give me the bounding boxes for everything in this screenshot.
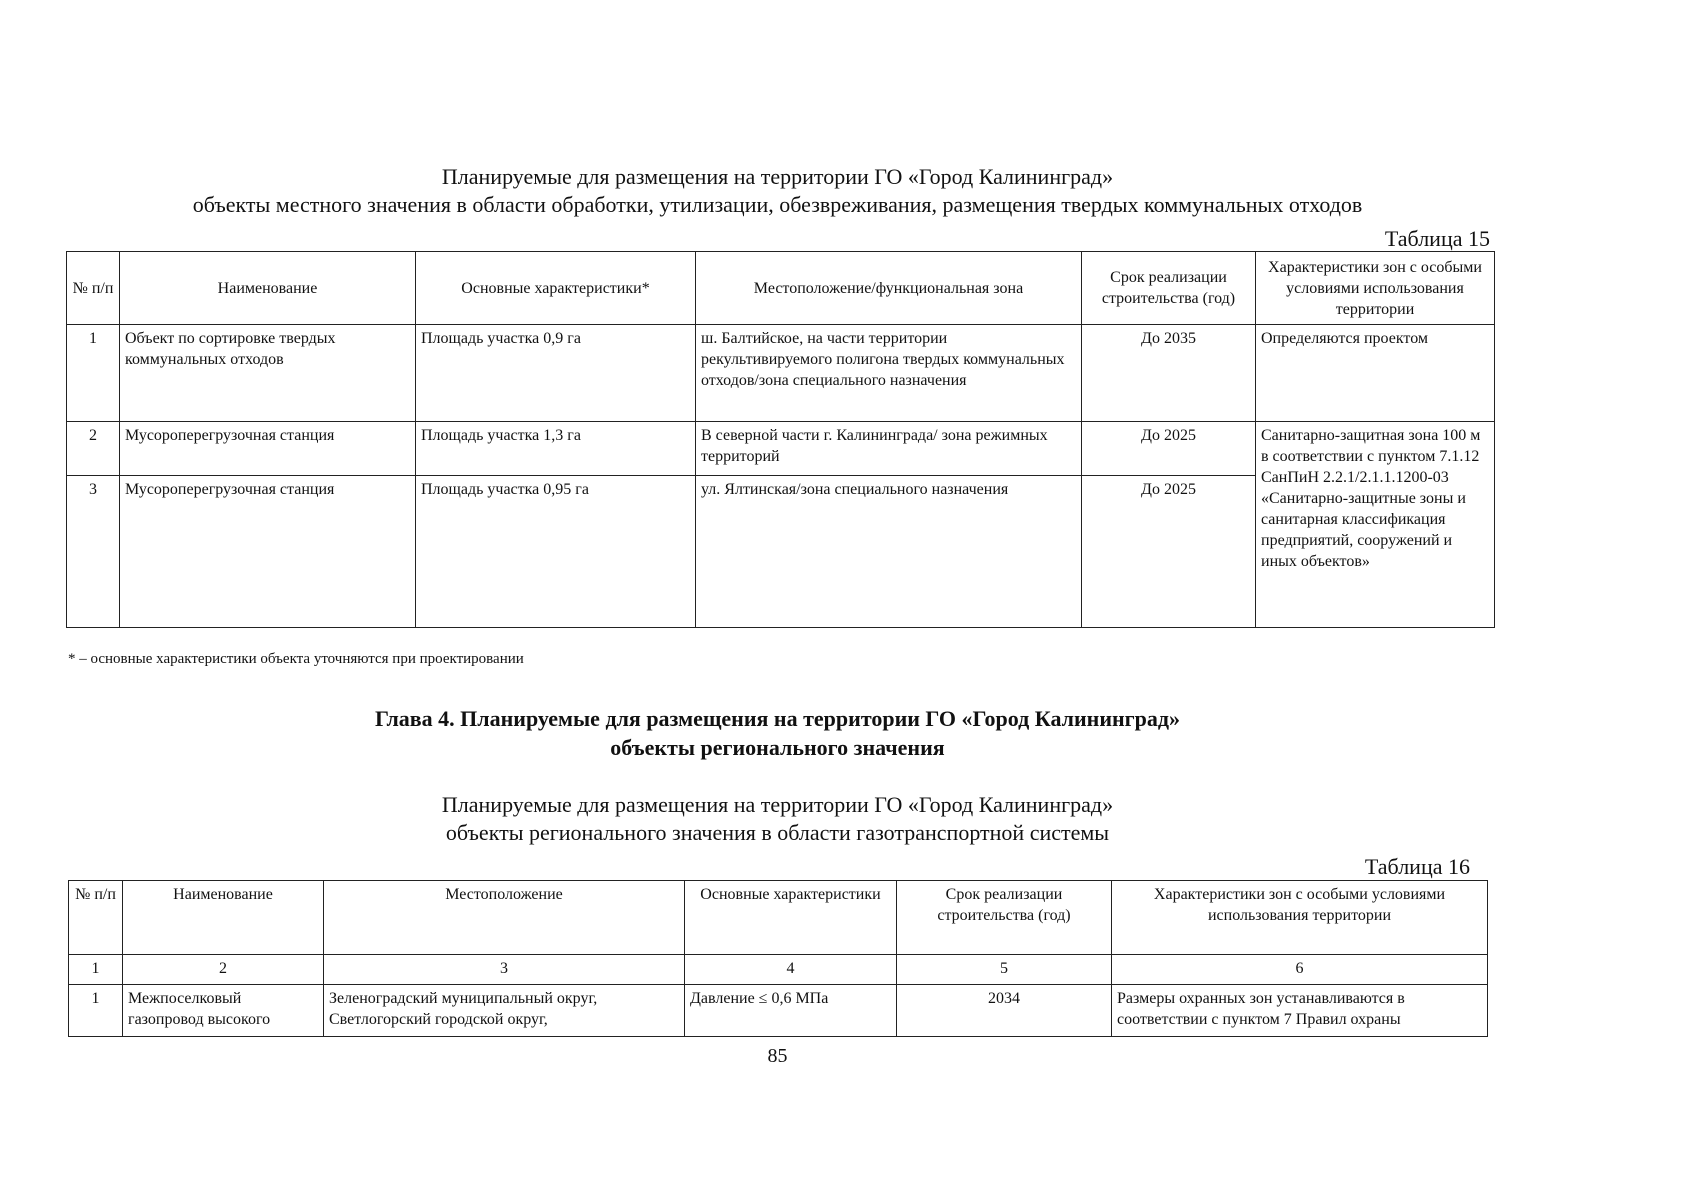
table15-cell-num: 1 — [67, 325, 120, 422]
table-row — [67, 422, 1495, 476]
table16-title-line2: объекты регионального значения в области газотранспортной системы — [445, 820, 1110, 845]
table15-cell-location: ш. Балтийское, на части территории рекультивируемого полигона твердых коммунальных отходов/зона специального назначения — [696, 325, 1082, 422]
table16-header-characteristics: Основные характеристики — [685, 881, 897, 955]
table15-cell-zones: Определяются проектом — [1256, 325, 1495, 422]
table16-colnum: 1 — [69, 955, 123, 985]
table15-cell-term: До 2025 — [1082, 422, 1256, 476]
table15-header-zones: Характеристики зон с особыми условиями использования территории — [1256, 252, 1495, 325]
table16-header-name: Наименование — [123, 881, 324, 955]
table15-heading — [60, 163, 1495, 219]
chapter-heading — [60, 704, 1495, 762]
table16-colnum: 4 — [685, 955, 897, 985]
table16-cell-zones: Размеры охранных зон устанавливаются в соответствии с пунктом 7 Правил охраны — [1112, 985, 1488, 1037]
table16-label: Таблица 16 — [1364, 854, 1470, 879]
table16-heading — [60, 791, 1495, 847]
table15-cell-name: Мусороперегрузочная станция — [120, 476, 416, 628]
table15-header-num: № п/п — [67, 252, 120, 325]
table15-title-line2: объекты местного значения в области обработки, утилизации, обезвреживания, размещения твердых коммунальных отходов — [192, 192, 1363, 217]
table15-header-term: Срок реализации строительства (год) — [1082, 252, 1256, 325]
table16-title-line1: Планируемые для размещения на территории ГО «Город Калининград» — [441, 792, 1114, 817]
table15-cell-characteristics: Площадь участка 0,95 га — [416, 476, 696, 628]
table16-header-term: Срок реализации строительства (год) — [897, 881, 1112, 955]
table15-header-row — [67, 252, 1495, 325]
table15-cell-location: ул. Ялтинская/зона специального назначения — [696, 476, 1082, 628]
table16-header-row — [69, 881, 1488, 955]
table15-cell-term: До 2025 — [1082, 476, 1256, 628]
table15-cell-num: 3 — [67, 476, 120, 628]
table16-header-location: Местоположение — [324, 881, 685, 955]
table16-header-num: № п/п — [69, 881, 123, 955]
table16-cell-characteristics: Давление ≤ 0,6 МПа — [685, 985, 897, 1037]
table-row — [69, 985, 1488, 1037]
table16-column-numbers-row — [69, 955, 1488, 985]
table15-label: Таблица 15 — [1384, 226, 1490, 251]
table16-cell-location: Зеленоградский муниципальный округ, Светлогорский городской округ, — [324, 985, 685, 1037]
table15-footnote: * – основные характеристики объекта уточняются при проектировании — [68, 651, 524, 667]
table15-cell-location: В северной части г. Калининграда/ зона режимных территорий — [696, 422, 1082, 476]
table16-cell-num: 1 — [69, 985, 123, 1037]
table15-cell-characteristics: Площадь участка 1,3 га — [416, 422, 696, 476]
table15-cell-name: Объект по сортировке твердых коммунальных отходов — [120, 325, 416, 422]
table16-header-zones: Характеристики зон с особыми условиями использования территории — [1112, 881, 1488, 955]
table15-cell-term: До 2035 — [1082, 325, 1256, 422]
table15-cell-zones-merged: Санитарно-защитная зона 100 м в соответствии с пунктом 7.1.12 СанПиН 2.2.1/2.1.1.1200-03 «Санитарно-защитные зоны и санитарная классификация предприятий, сооружений и иных объектов» — [1256, 422, 1495, 628]
page-number: 85 — [767, 1045, 788, 1067]
table-15 — [66, 251, 1495, 628]
table15-header-location: Местоположение/функциональная зона — [696, 252, 1082, 325]
table-row — [67, 325, 1495, 422]
chapter-title-line1: Глава 4. Планируемые для размещения на территории ГО «Город Калининград» — [374, 706, 1181, 731]
table15-cell-num: 2 — [67, 422, 120, 476]
table15-header-name: Наименование — [120, 252, 416, 325]
chapter-title-line2: объекты регионального значения — [610, 735, 945, 760]
table16-cell-term: 2034 — [897, 985, 1112, 1037]
table16-colnum: 2 — [123, 955, 324, 985]
table15-header-characteristics: Основные характеристики* — [416, 252, 696, 325]
table15-title-line1: Планируемые для размещения на территории ГО «Город Калининград» — [441, 164, 1114, 189]
table16-cell-name: Межпоселковый газопровод высокого — [123, 985, 324, 1037]
table16-colnum: 5 — [897, 955, 1112, 985]
table16-colnum: 3 — [324, 955, 685, 985]
table15-cell-characteristics: Площадь участка 0,9 га — [416, 325, 696, 422]
table15-cell-name: Мусороперегрузочная станция — [120, 422, 416, 476]
table16-colnum: 6 — [1112, 955, 1488, 985]
table-16 — [68, 880, 1488, 1037]
